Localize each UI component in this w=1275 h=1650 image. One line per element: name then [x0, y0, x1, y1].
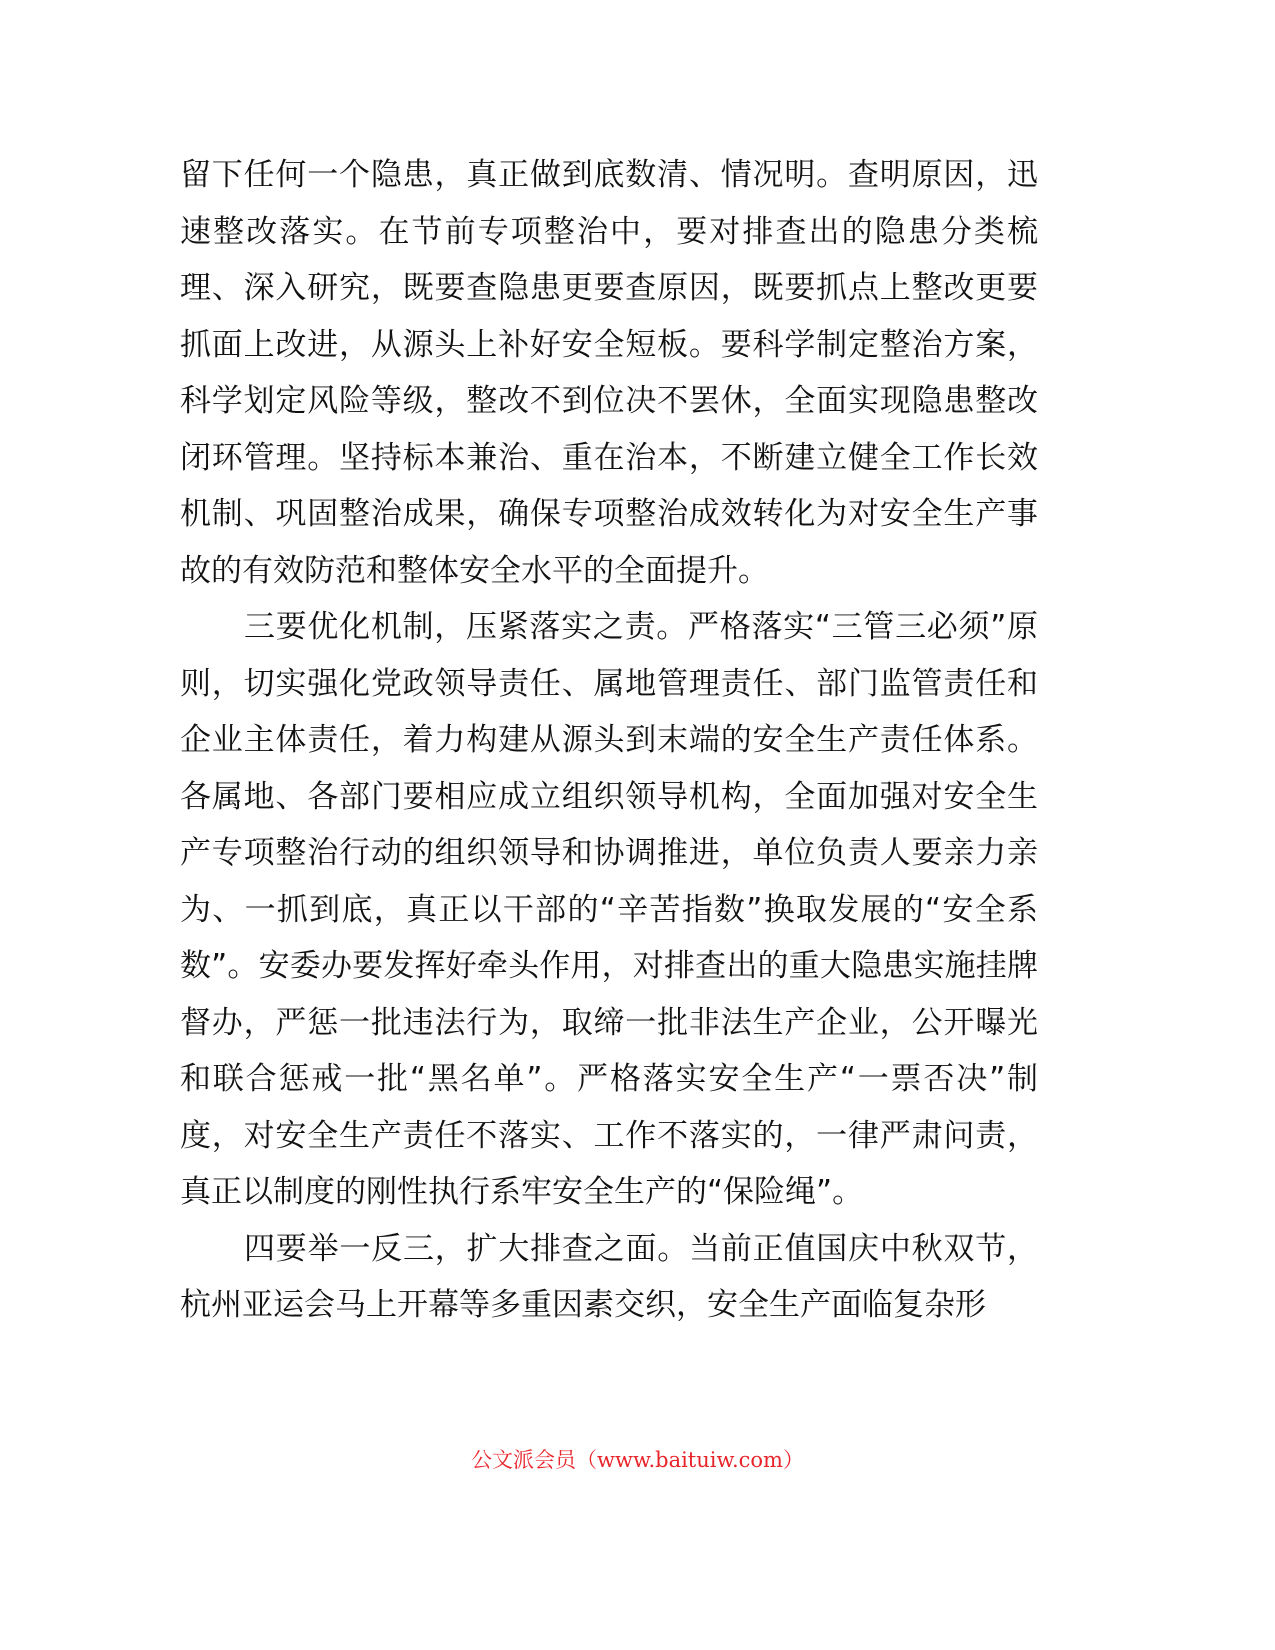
paragraph-three-optimize-mechanism: 三要优化机制，压紧落实之责。严格落实“三管三必须”原则，切实强化党政领导责任、属地管理责任、部门监管责任和企业主体责任，着力构建从源头到末端的安全生产责任体系。各属地、各部门要相应成立组织领导机构，全面加强对安全生产专项整治行动的组织领导和协调推进，单位负责人要亲力亲为、一抓到底，真正以干部的“辛苦指数”换取发展的“安全系数”。安委办要发挥好牵头作用，对排查出的重大隐患实施挂牌督办，严惩一批违法行为，取缔一批非法生产企业，公开曝光和联合惩戒一批“黑名单”。严格落实安全生产“一票否决”制度，对安全生产责任不落实、工作不落实的，一律严肃问责，真正以制度的刚性执行系牢安全生产的“保险绳”。	[180, 609, 1038, 1210]
paragraph-continued: 留下任何一个隐患，真正做到底数清、情况明。查明原因，迅速整改落实。在节前专项整治中，要对排查出的隐患分类梳理、深入研究，既要查隐患更要查原因，既要抓点上整改更要抓面上改进，从源头上补好安全短板。要科学制定整治方案，科学划定风险等级，整改不到位决不罢休，全面实现隐患整改闭环管理。坚持标本兼治、重在治本，不断建立健全工作长效机制、巩固整治成果，确保专项整治成效转化为对安全生产事故的有效防范和整体安全水平的全面提升。	[180, 157, 1038, 589]
footer-watermark: 公文派会员（www.baituiw.com）	[471, 1448, 804, 1472]
document-body	[180, 147, 1038, 1334]
paragraph-four-expand-inspection: 四要举一反三，扩大排查之面。当前正值国庆中秋双节，杭州亚运会马上开幕等多重因素交织，安全生产面临复杂形	[180, 1230, 1038, 1323]
